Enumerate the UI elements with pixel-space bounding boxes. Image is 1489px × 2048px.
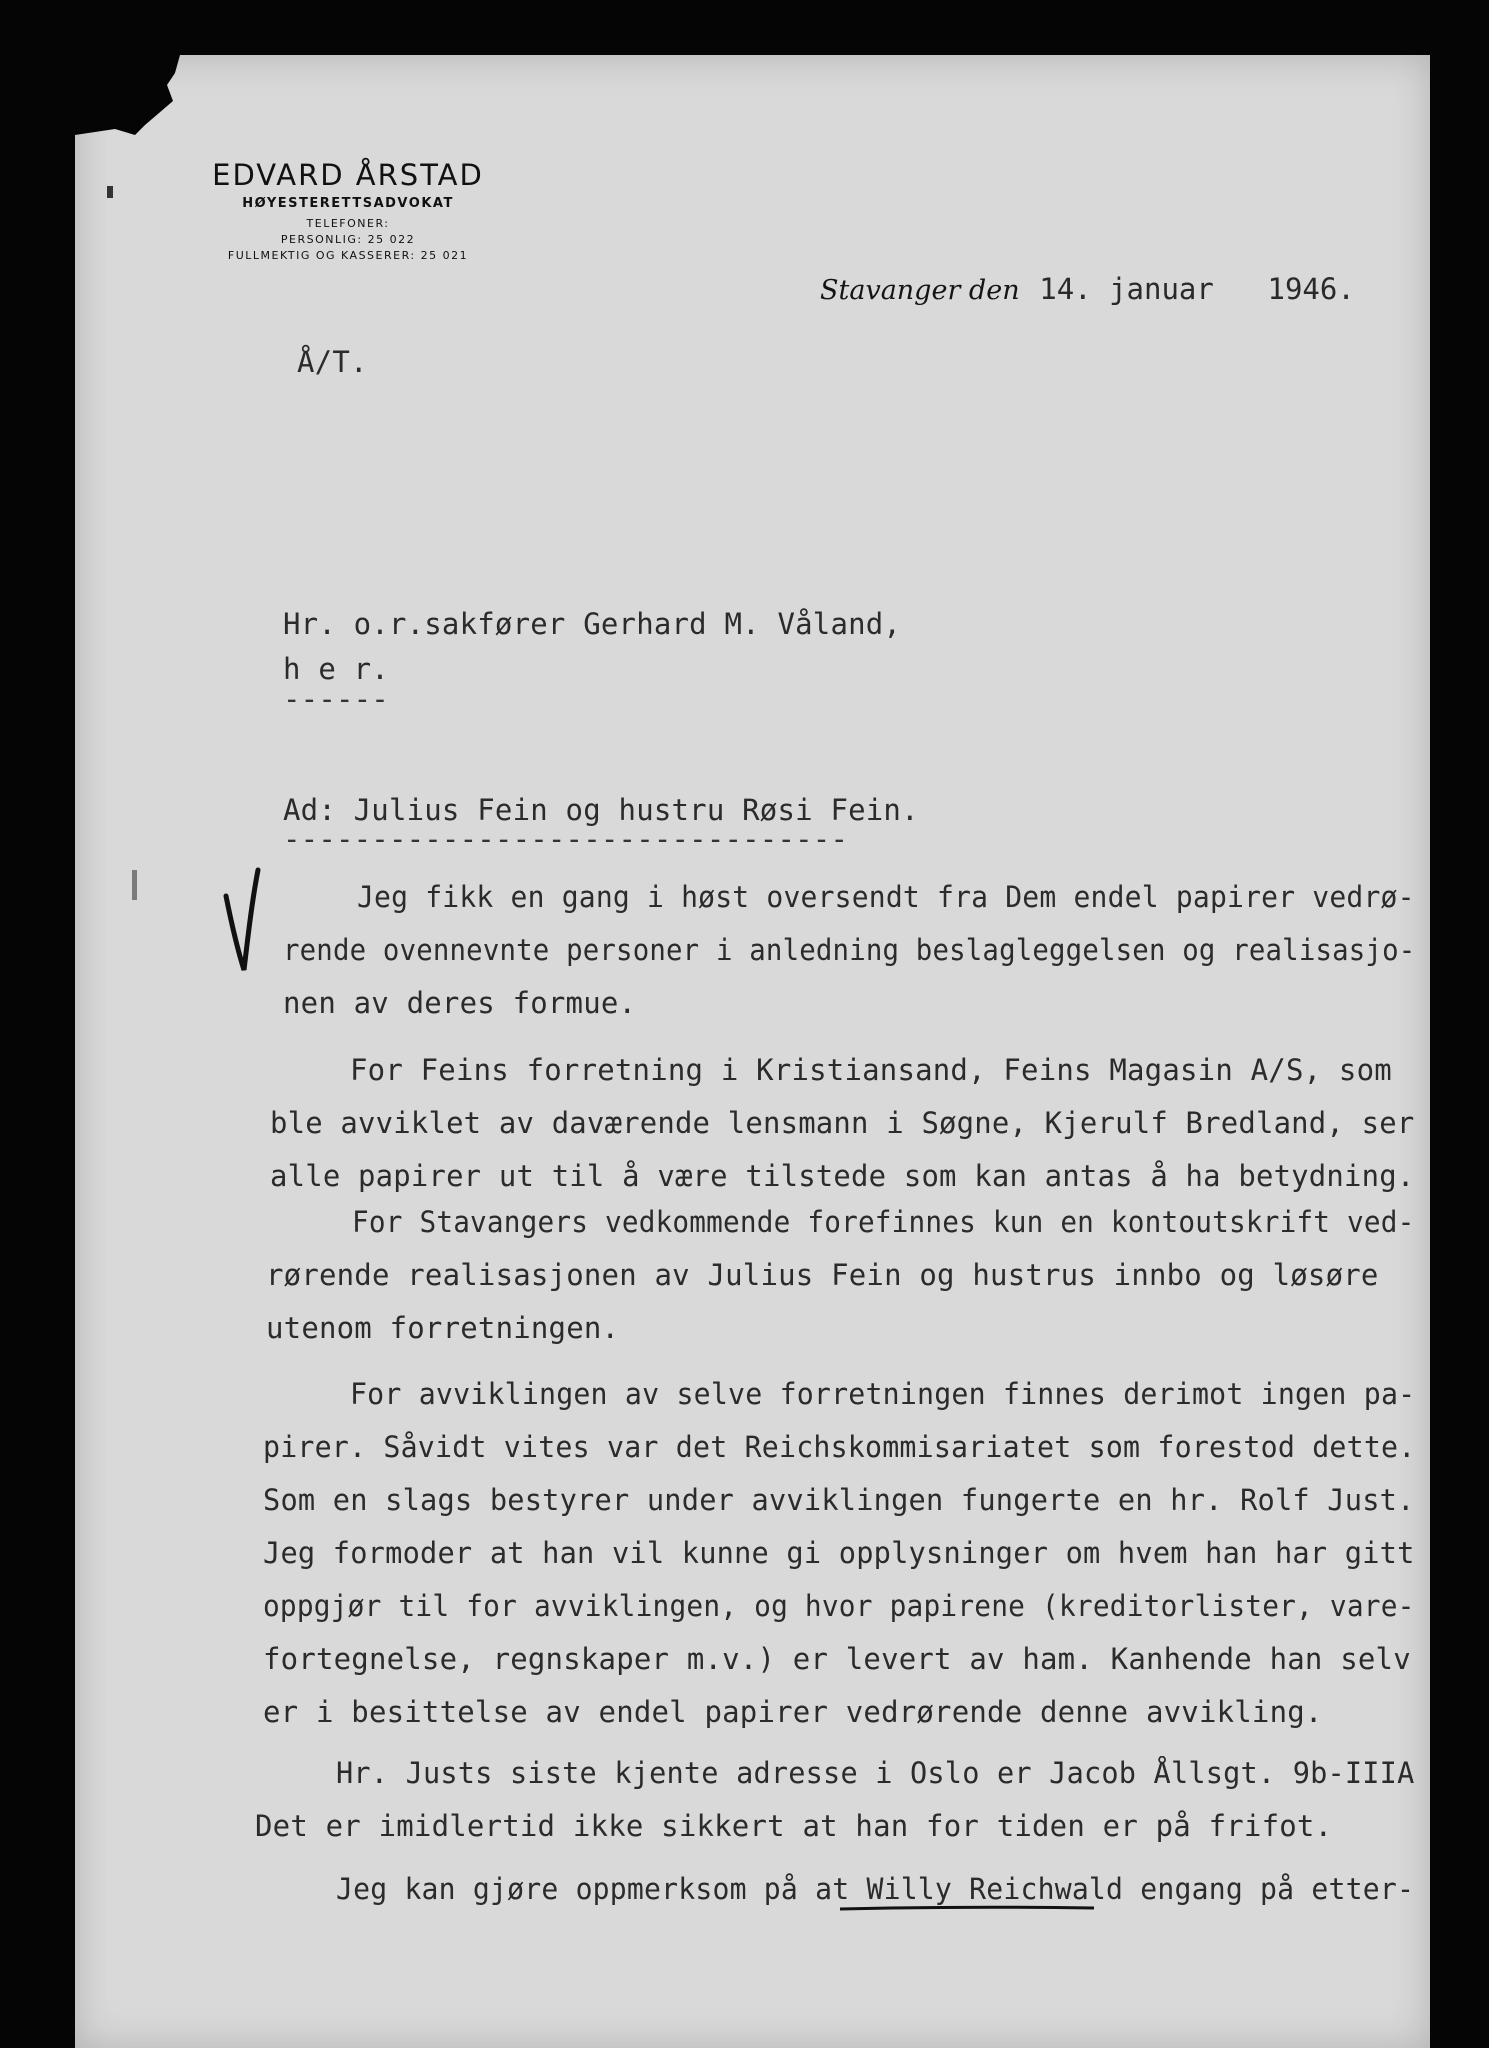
body-line: Hr. Justs siste kjente adresse i Oslo er Jacob Ållsgt. 9b-IIIA bbox=[336, 1756, 1415, 1790]
recipient-line-2: h e r. bbox=[283, 652, 389, 686]
margin-blot bbox=[132, 870, 137, 900]
date-year: 1946. bbox=[1267, 272, 1355, 306]
body-line: For Stavangers vedkommende forefinnes kun en kontoutskrift ved- bbox=[352, 1205, 1415, 1239]
body-line: utenom forretningen. bbox=[266, 1311, 620, 1345]
body-line: For Feins forretning i Kristiansand, Feins Magasin A/S, som bbox=[350, 1053, 1392, 1087]
body-line: Jeg kan gjøre oppmerksom på at Willy Reichwald engang på etter- bbox=[336, 1872, 1415, 1906]
body-line: ble avviklet av daværende lensmann i Søgne, Kjerulf Bredland, ser bbox=[270, 1106, 1415, 1140]
body-line: pirer. Såvidt vites var det Reichskommisariatet som forestod dette. bbox=[263, 1430, 1416, 1464]
letterhead-fullmektig: FULLMEKTIG OG KASSERER: 25 021 bbox=[227, 249, 469, 262]
body-line: Som en slags bestyrer under avviklingen fungerte en hr. Rolf Just. bbox=[263, 1483, 1415, 1517]
check-mark-icon bbox=[222, 866, 262, 976]
recipient-line-1: Hr. o.r.sakfører Gerhard M. Våland, bbox=[283, 607, 902, 641]
body-line: oppgjør til for avviklingen, og hvor papirene (kreditorlister, vare- bbox=[263, 1589, 1415, 1623]
letterhead bbox=[188, 158, 508, 262]
letterhead-personlig: PERSONLIG: 25 022 bbox=[280, 233, 416, 246]
subject-line: Ad: Julius Fein og hustru Røsi Fein. bbox=[283, 793, 919, 827]
body-line: rørende realisasjonen av Julius Fein og hustrus innbo og løsøre bbox=[266, 1258, 1379, 1292]
date-place: Stavanger den bbox=[820, 275, 1020, 306]
date-line bbox=[820, 272, 1355, 306]
margin-blot bbox=[107, 186, 113, 198]
body-line: nen av deres formue. bbox=[283, 986, 637, 1020]
body-line: Det er imidlertid ikke sikkert at han for tiden er på frifot. bbox=[255, 1809, 1333, 1843]
recipient-underline: ------ bbox=[283, 682, 389, 716]
letterhead-name: EDVARD ÅRSTAD bbox=[212, 158, 484, 192]
date-day-month: 14. januar bbox=[1039, 272, 1214, 306]
body-line: alle papirer ut til å være tilstede som kan antas å ha betydning. bbox=[270, 1159, 1415, 1193]
letter-paper bbox=[75, 55, 1430, 2048]
subject-underline: -------------------------------- bbox=[283, 822, 849, 856]
body-line: fortegnelse, regnskaper m.v.) er levert av ham. Kanhende han selv bbox=[263, 1642, 1411, 1676]
body-line: er i besittelse av endel papirer vedrørende denne avvikling. bbox=[263, 1695, 1323, 1729]
body-line: Jeg formoder at han vil kunne gi opplysninger om hvem han har gitt bbox=[263, 1536, 1415, 1570]
torn-corner bbox=[75, 55, 225, 135]
body-line: Jeg fikk en gang i høst oversendt fra Dem endel papirer vedrø- bbox=[357, 880, 1415, 914]
reference-initials: Å/T. bbox=[297, 345, 368, 379]
letterhead-title: HØYESTERETTSADVOKAT bbox=[242, 196, 454, 211]
letterhead-telefoner: TELEFONER: bbox=[306, 217, 390, 230]
body-line: For avviklingen av selve forretningen finnes derimot ingen pa- bbox=[350, 1377, 1416, 1411]
body-line: rende ovennevnte personer i anledning beslagleggelsen og realisasjo- bbox=[283, 933, 1416, 967]
name-underline bbox=[838, 1904, 1096, 1912]
